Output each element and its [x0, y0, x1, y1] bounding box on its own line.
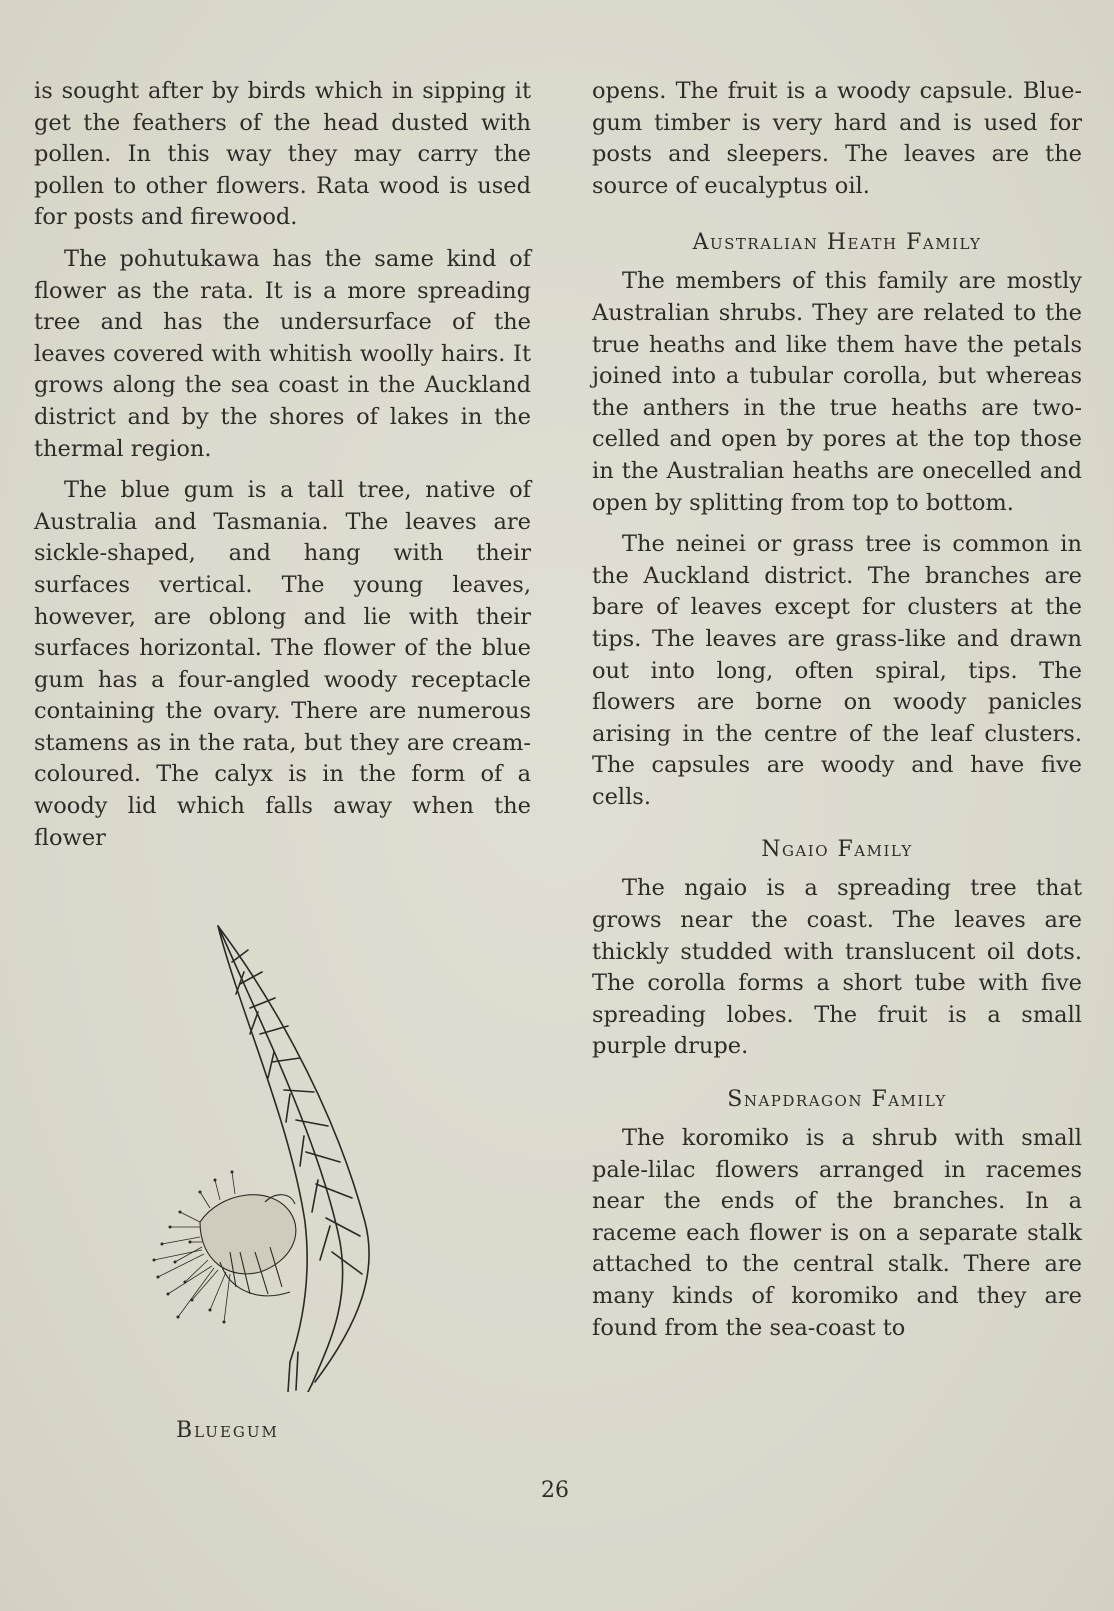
bluegum-figure [140, 922, 400, 1422]
paragraph: The blue gum is a tall tree, native of Australia and Tasmania. The leaves are sickle-shaped, and hang with their surfaces vertical. The young leaves, however, are oblong and lie with their surfaces horizontal. The flower of the blue gum has a four-angled woody receptacle containing the ovary. There are numerous stamens as in the rata, but they are cream-coloured. The calyx is in the form of a woody lid which falls away when the flower [34, 477, 531, 851]
paragraph: The ngaio is a spreading tree that grows near the coast. The leaves are thickly studded with translucent oil dots. The corolla forms a short tube with five spreading lobes. The fruit is a small purple drupe. [592, 875, 1082, 1060]
left-column [34, 76, 531, 864]
paragraph: The neinei or grass tree is common in the Auckland district. The branches are bare of leaves except for clusters at the tips. The leaves are grass-like and drawn out into long, often spiral, tips. The flowers are borne on woody panicles arising in the centre of the leaf clusters. The capsules are woody and have five cells. [592, 531, 1082, 810]
paragraph: opens. The fruit is a woody capsule. Blue-gum timber is very hard and is used for posts and sleepers. The leaves are the source of eucalyptus oil. [592, 78, 1082, 199]
paragraph: The koromiko is a shrub with small pale-lilac flowers arranged in racemes near the ends of the branches. In a raceme each flower is on a separate stalk attached to the central stalk. There are many kinds of koromiko and they are found from the sea-coast to [592, 1125, 1082, 1341]
bluegum-illustration-icon [140, 922, 400, 1392]
figure-caption: Bluegum [176, 1418, 279, 1443]
paragraph: The pohutukawa has the same kind of flower as the rata. It is a more spreading tree and has the undersurface of the leaves covered with whitish woolly hairs. It grows along the sea coast in the Auckland district and by the shores of lakes in the thermal region. [34, 245, 531, 462]
right-column [592, 76, 1082, 1354]
paragraph: is sought after by birds which in sipping it get the feathers of the head dusted with pollen. In this way they may carry the pollen to other flowers. Rata wood is used for posts and firewood. [34, 78, 531, 231]
page-number: 26 [541, 1478, 569, 1503]
section-heading: Ngaio Family [761, 837, 913, 863]
section-heading: Snapdragon Family [727, 1087, 947, 1113]
section-heading: Australian Heath Family [692, 230, 982, 256]
paragraph: The members of this family are mostly Australian shrubs. They are related to the true heaths and like them have the petals joined into a tubular corolla, but whereas the anthers in the true heaths are twocelled and open by pores at the top those in the Australian heaths are onecelled and open by splitting from top to bottom. [592, 268, 1082, 516]
